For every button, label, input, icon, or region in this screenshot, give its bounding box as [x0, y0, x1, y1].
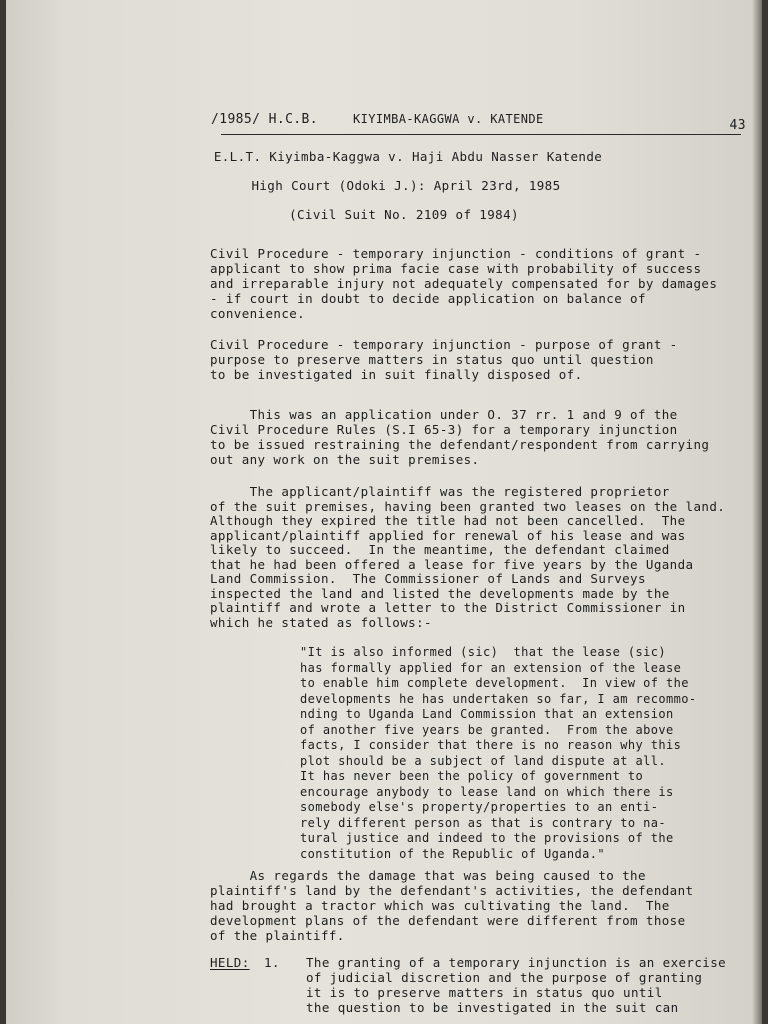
held-line: it is to preserve matters in status quo until [306, 985, 663, 1000]
held-line: The granting of a temporary injunction is an exercise [306, 955, 727, 970]
header-citation [211, 112, 318, 127]
paragraph-line: This was an application under O. 37 rr. 1 and 9 of the [210, 407, 678, 422]
headnote-line: to be investigated in suit finally disposed of. [210, 367, 583, 382]
held-line: of judicial discretion and the purpose of granting [306, 970, 703, 985]
quote-line: has formally applied for an extension of the lease [300, 660, 682, 675]
page-number: 43 [729, 118, 746, 133]
quote-line: of another five years be granted. From the above [300, 722, 674, 737]
running-header [211, 110, 751, 132]
headnote-line: Civil Procedure - temporary injunction - purpose of grant - [210, 337, 678, 352]
held-number: 1. [264, 955, 280, 970]
quote-line: developments he has undertaken so far, I am recommo- [300, 691, 697, 706]
quote-line: encourage anybody to lease land on which there is [300, 784, 674, 799]
paragraph-line: Civil Procedure Rules (S.I 65-3) for a temporary injunction [210, 422, 678, 437]
headnote-line: - if court in doubt to decide application on balance of [210, 291, 646, 306]
case-suit-number: (Civil Suit No. 2109 of 1984) [289, 207, 519, 222]
headnote-line: purpose to preserve matters in status quo until question [210, 352, 654, 367]
quote-line: rely different person as that is contrary to na- [300, 815, 666, 830]
header-court: H.C.B. [268, 112, 318, 127]
paragraph-line: of the plaintiff. [210, 928, 345, 943]
paragraph-line: Although they expired the title had not been cancelled. The [210, 513, 686, 528]
headnote-line: convenience. [210, 306, 306, 321]
quote-line: somebody else's property/properties to an enti- [300, 800, 659, 814]
paragraph-line: plaintiff's land by the defendant's activities, the defendant [210, 883, 694, 898]
quote-line: to enable him complete development. In view of the [300, 676, 689, 690]
quote-line: plot should be a subject of land dispute at all. [300, 753, 666, 768]
paragraph-line: likely to succeed. In the meantime, the defendant claimed [210, 542, 670, 557]
paragraph-line: had brought a tractor which was cultivating the land. The [210, 898, 670, 913]
quote-line: "It is also informed (sic) that the lease (sic) [300, 645, 666, 659]
held-label: HELD: [210, 955, 250, 970]
quote-line: nding to Uganda Land Commission that an extension [300, 707, 674, 721]
case-court-date: High Court (Odoki J.): April 23rd, 1985 [251, 178, 561, 193]
header-rule [221, 134, 741, 135]
paragraph-line: out any work on the suit premises. [210, 452, 480, 467]
quote-line: tural justice and indeed to the provisions of the [300, 831, 674, 845]
held-line: the question to be investigated in the suit can [306, 1000, 679, 1015]
paragraph-line: to be issued restraining the defendant/respondent from carrying [210, 437, 710, 452]
paragraph-line: development plans of the defendant were different from those [210, 913, 686, 928]
quote-line: It has never been the policy of government to [300, 769, 644, 783]
case-parties: E.L.T. Kiyimba-Kaggwa v. Haji Abdu Nasser Katende [213, 149, 603, 164]
paragraph-line: The applicant/plaintiff was the registered proprietor [210, 484, 670, 499]
paragraph-line: which he stated as follows:- [210, 614, 432, 630]
header-case-name: KIYIMBA-KAGGWA v. KATENDE [353, 112, 544, 126]
paragraph-line: applicant/plaintiff applied for renewal of his lease and was [210, 527, 686, 543]
paragraph-line: plaintiff and wrote a letter to the District Commissioner in [210, 600, 686, 615]
paragraph-line: As regards the damage that was being caused to the [210, 868, 646, 883]
paragraph-line: Land Commission. The Commissioner of Lands and Surveys [210, 571, 646, 586]
quote-line: constitution of the Republic of Uganda." [300, 846, 605, 861]
headnote-line: Civil Procedure - temporary injunction - conditions of grant - [210, 246, 702, 261]
paragraph-line: of the suit premises, having been granted two leases on the land. [210, 498, 726, 514]
header-year: /1985/ [211, 112, 261, 127]
quote-line: facts, I consider that there is no reason why this [300, 738, 682, 752]
paragraph-line: that he had been offered a lease for five years by the Uganda [210, 556, 694, 572]
paragraph-line: inspected the land and listed the developments made by the [210, 585, 670, 601]
headnote-line: applicant to show prima facie case with probability of success [210, 261, 702, 276]
headnote-line: and irreparable injury not adequately compensated for by damages [210, 276, 718, 291]
document-page [6, 0, 762, 1024]
